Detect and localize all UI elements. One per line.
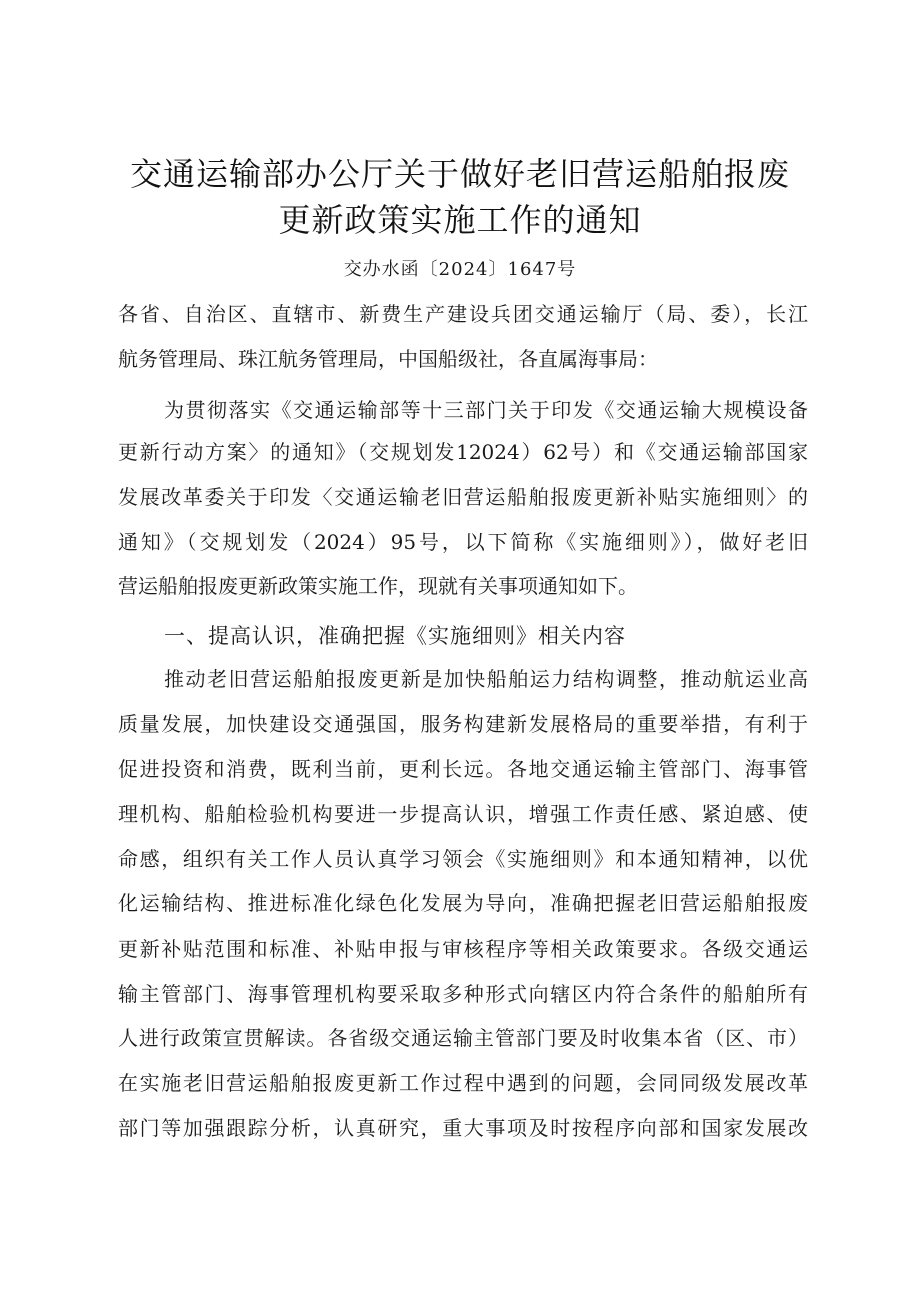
body-line: 命感，组织有关工作人员认真学习领会《实施细则》和本通知精神，以优 [118, 847, 808, 871]
body-line: 在实施老旧营运船舶报废更新工作过程中遇到的问题，会同同级发展改革 [118, 1071, 808, 1095]
body-line: 部门等加强跟踪分析，认真研究，重大事项及时按程序向部和国家发展改 [118, 1116, 808, 1140]
body-line: 输主管部门、海事管理机构要采取多种形式向辖区内符合条件的船舶所有 [118, 982, 808, 1006]
addressee-line: 航务管理局、珠江航务管理局，中国船级社，各直属海事局： [118, 347, 658, 371]
body-line: 质量发展，加快建设交通强国，服务构建新发展格局的重要举措，有利于 [118, 712, 808, 736]
body-line: 更新补贴范围和标准、补贴申报与审核程序等相关政策要求。各级交通运 [118, 937, 808, 961]
section-heading: 一、提高认识，准确把握《实施细则》相关内容 [164, 624, 626, 648]
body-line: 推动老旧营运船舶报废更新是加快船舶运力结构调整，推动航运业高 [164, 667, 808, 691]
document-title-line-2: 更新政策实施工作的通知 [278, 201, 642, 239]
intro-line: 通知》（交规划发（2024）95号，以下简称《实施细则》），做好老旧 [118, 530, 808, 554]
document-number: 交办水函〔2024〕1647号 [343, 259, 577, 280]
intro-line: 发展改革委关于印发〈交通运输老旧营运船舶报废更新补贴实施细则〉的 [118, 485, 808, 509]
body-line: 人进行政策宣贯解读。各省级交通运输主管部门要及时收集本省（区、市） [118, 1026, 808, 1050]
body-line: 化运输结构、推进标准化绿色化发展为导向，准确把握老旧营运船舶报废 [118, 891, 808, 915]
intro-line: 为贯彻落实《交通运输部等十三部门关于印发《交通运输大规模设备 [164, 398, 808, 422]
addressee-line: 各省、自治区、直辖市、新费生产建设兵团交通运输厅（局、委），长江 [118, 302, 808, 326]
document-title-line-1: 交通运输部办公厅关于做好老旧营运船舶报废 [129, 155, 790, 193]
intro-line: 营运船舶报废更新政策实施工作，现就有关事项通知如下。 [118, 574, 638, 598]
body-line: 促进投资和消费，既利当前，更利长远。各地交通运输主管部门、海事管 [118, 757, 808, 781]
intro-line: 更新行动方案〉的通知》（交规划发12024）62号）和《交通运输部国家 [118, 440, 808, 464]
body-line: 理机构、船舶检验机构要进一步提高认识，增强工作责任感、紧迫感、使 [118, 802, 808, 826]
